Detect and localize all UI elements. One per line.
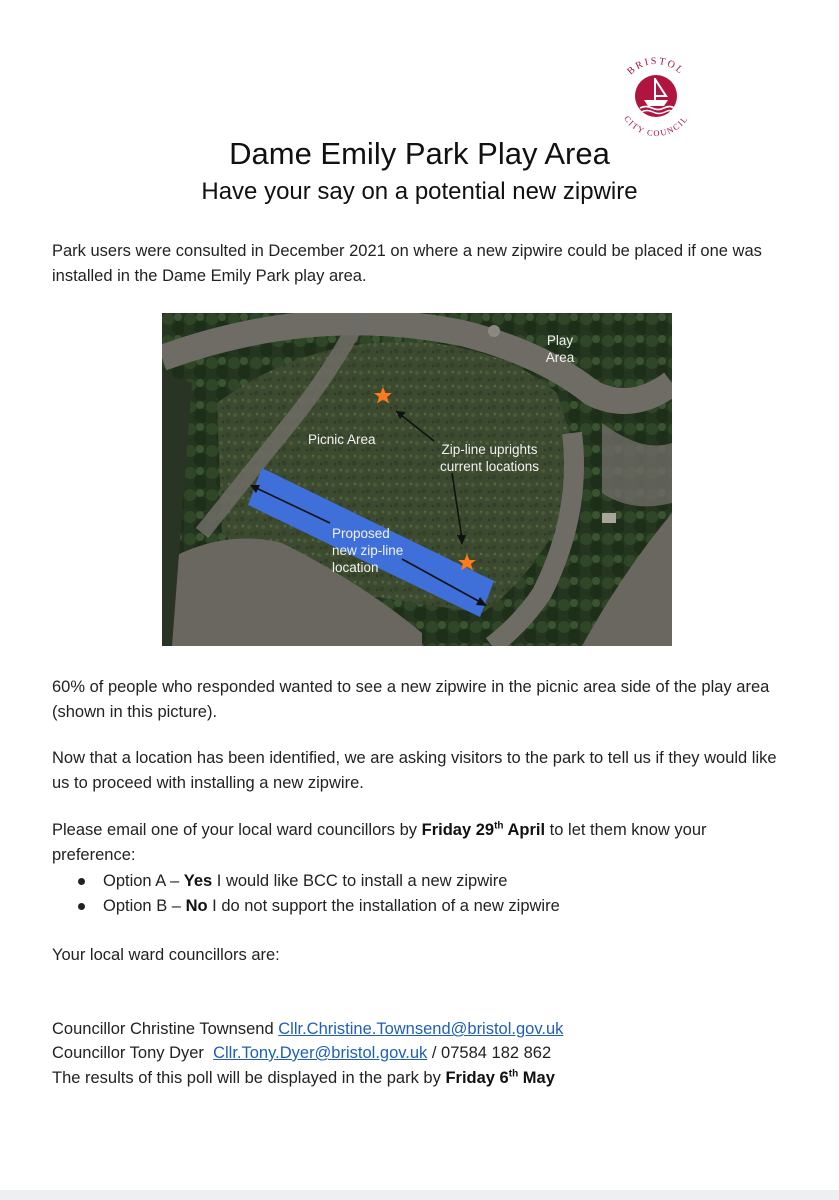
- bottom-edge: [0, 1190, 839, 1200]
- label-play-area: Play Area: [545, 333, 575, 365]
- councillor-name: Councillor Christine Townsend: [52, 1020, 279, 1038]
- logo-bottom-text: CITY COUNCIL: [622, 113, 690, 139]
- label-uprights: Zip-line uprights current locations: [440, 442, 540, 474]
- intro-paragraph: Park users were consulted in December 2021 on where a new zipwire could be placed if one was installed in the Dame Emily Park play area.: [52, 242, 762, 285]
- option-b: Option B – No I do not support the installation of a new zipwire: [78, 894, 560, 919]
- label-proposed: Proposed new zip-line location: [332, 526, 404, 575]
- result-paragraph: 60% of people who responded wanted to see a new zipwire in the picnic area side of the play area (shown in this picture).: [52, 678, 770, 721]
- logo-top-text: BRISTOL: [625, 55, 687, 78]
- phone-number: / 07584 182 862: [427, 1044, 552, 1062]
- options-list: [78, 869, 560, 919]
- councillors-intro: Your local ward councillors are:: [52, 946, 280, 964]
- page-subtitle: Have your say on a potential new zipwire: [201, 178, 638, 205]
- deadline: Friday 29th April: [421, 820, 546, 839]
- svg-text:BRISTOL: [625, 56, 686, 77]
- ask-paragraph: Now that a location has been identified, we are asking visitors to the park to tell us if they would like us to proceed with installing a new zipwire.: [52, 749, 777, 792]
- ship-shield-icon: [635, 75, 677, 117]
- councillor-name: Councillor Tony Dyer: [52, 1044, 214, 1062]
- email-instruction: Please email one of your local ward councillors by Friday 29th April to let them know your preference:: [52, 820, 707, 864]
- bristol-city-council-logo: [608, 48, 704, 144]
- email-link-townsend[interactable]: Cllr.Christine.Townsend@bristol.gov.uk: [278, 1020, 564, 1038]
- councillor-dyer: [52, 1016, 782, 1066]
- page-title: Dame Emily Park Play Area: [229, 136, 610, 171]
- option-a: Option A – Yes I would like BCC to install a new zipwire: [78, 869, 560, 894]
- svg-text:CITY COUNCIL: [622, 114, 690, 139]
- aerial-map: [162, 313, 672, 646]
- poll-date: Friday 6th May: [445, 1068, 555, 1087]
- label-picnic-area: Picnic Area: [308, 432, 376, 447]
- poll-paragraph: The results of this poll will be displayed in the park by Friday 6th May: [52, 1068, 555, 1087]
- email-link-dyer[interactable]: Cllr.Tony.Dyer@bristol.gov.uk: [213, 1044, 428, 1062]
